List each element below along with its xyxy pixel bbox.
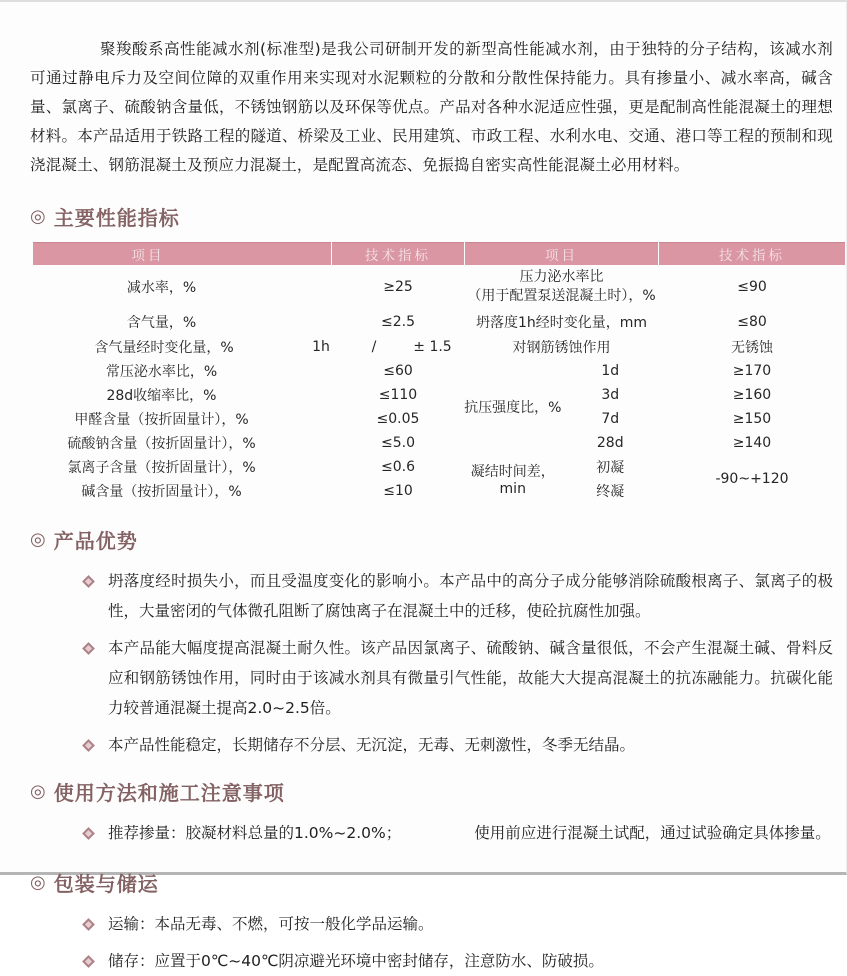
section-marker-icon: ◎ [30,205,47,227]
performance-table [33,242,845,503]
section-marker-icon: ◎ [30,871,47,893]
bullet-text: 运输：本品无毒、不燃，可按一般化学品运输。 [108,915,434,933]
table-header-row [33,242,845,265]
th-item-right: 项目 [465,242,658,265]
cell-value: ≥150 [732,411,772,427]
list-item [84,946,833,976]
cell-item: 甲醛含量（按折固量计），% [74,412,249,428]
section-heading-advantages [30,525,846,554]
cell-age: 1d [601,363,620,379]
list-item [84,566,833,626]
cell-item: 氯离子含量（按折固量计），% [67,460,256,476]
bullet-text: 储存：应置于0℃~40℃阴凉避光环境中密封储存，注意防水、防破损。 [108,952,604,970]
cell-value: ≤80 [737,314,767,330]
table-row [33,479,464,503]
list-item [84,730,833,760]
cell-value: ≤0.6 [381,459,415,475]
cell-value: ≤110 [378,387,418,403]
cell-item-line1: 压力泌水率比 [519,269,604,285]
cell-item: 常压泌水率比，% [105,364,218,380]
list-item [84,633,833,723]
diamond-bullet-icon [82,827,95,840]
cell-item: 硫酸钠含量（按折固量计），% [67,436,256,452]
section-title-usage: 使用方法和施工注意事项 [53,781,285,805]
list-item [84,818,833,848]
table-row [33,309,464,335]
cell-setting-initial: 初凝 [596,460,625,476]
cell-setting-final: 终凝 [596,484,625,500]
cell-item: 含气量，% [126,315,197,331]
cell-value: ≥160 [732,387,772,403]
table-left [33,265,464,503]
cell-item: 28d收缩率比，% [106,388,217,404]
cell-value: 无锈蚀 [731,340,773,356]
cell-value: ≥140 [732,435,772,451]
table-row [464,309,845,335]
dosage-note: 使用前应进行混凝土试配，通过试验确定具体掺量。 [474,824,831,842]
table-body [33,265,845,503]
diamond-bullet-icon [82,955,95,968]
cell-value: ≥170 [732,363,772,379]
section-marker-icon: ◎ [30,528,47,550]
table-row [33,335,464,359]
table-row [464,359,845,383]
cell-age: 28d [596,435,624,451]
cell-value: -90~+120 [715,471,789,487]
cell-value: ≤0.05 [376,411,420,427]
usage-list [0,818,846,848]
cell-sub-slash: / [371,339,377,355]
table-row [33,265,464,309]
bullet-text [108,818,831,848]
cell-sub-time: 1h [312,339,330,355]
cell-value: ± 1.5 [413,339,452,355]
intro-paragraph: 聚羧酸系高性能减水剂(标准型)是我公司研制开发的新型高性能减水剂，由于独特的分子结构，该减水剂可通过静电斥力及空间位障的双重作用来实现对水泥颗粒的分散和分散性保持能力。具有掺量小、减水率高，碱含量、氯离子、硫酸钠含量低，不锈蚀钢筋以及环保等优点。产品对各种水泥适应性强，更是配制高性能混凝土的理想材料。本产品适用于铁路工程的隧道、桥梁及工业、民用建筑、市政工程、水利水电、交通、港口等工程的预制和现浇混凝土、钢筋混凝土及预应力混凝土，是配置高流态、免振捣自密实高性能混凝土必用材料。 [30,40,833,174]
table-row [464,455,845,479]
cell-item [464,265,659,309]
cell-group-label: 抗压强度比，% [464,400,562,416]
section-title-performance: 主要性能指标 [53,206,180,230]
section-title-packaging: 包装与储运 [53,872,159,896]
th-indicator-right: 技术指标 [659,242,845,265]
advantages-list [0,566,846,760]
th-item-left: 项目 [33,242,331,265]
cell-value: ≤2.5 [381,314,415,330]
cell-item: 对钢筋锈蚀作用 [512,340,611,356]
dosage-text: 推荐掺量：胶凝材料总量的1.0%~2.0%； [108,824,402,842]
table-row [464,265,845,309]
table-row [33,383,464,407]
section-title-advantages: 产品优势 [53,529,138,553]
bullet-text: 本产品能大幅度提高混凝土耐久性。该产品因氯离子、硫酸钠、碱含量很低，不会产生混凝土碱、骨料反应和钢筋锈蚀作用，同时由于该减水剂具有微量引气性能，故能大大提高混凝土的抗冻融能力。抗碳化能力较普通混凝土提高2.0~2.5倍。 [108,639,833,717]
cell-item-line2: （用于配置泵送混凝土时），% [467,288,656,304]
section-heading-performance [30,202,846,231]
cell-item: 含气量经时变化量，% [94,340,234,356]
list-item [84,909,833,939]
bullet-text: 本产品性能稳定，长期储存不分层、无沉淀，无毒、无刺激性，冬季无结晶。 [108,736,636,754]
cell-item: 减水率，% [126,280,197,296]
cell-value: ≤90 [737,279,767,295]
table-right [464,265,845,503]
diamond-bullet-icon [82,642,95,655]
cell-item: 坍落度1h经时变化量，mm [475,315,648,331]
cell-value: ≤60 [383,363,413,379]
cell-value: ≤5.0 [381,435,415,451]
diamond-bullet-icon [82,575,95,588]
table-row [33,359,464,383]
cell-compound [33,335,464,359]
th-indicator-left: 技术指标 [332,242,464,265]
cell-group-label: 凝结时间差，min [470,464,555,497]
cell-value: ≥25 [383,279,413,295]
cell-item: 碱含量（按折固量计），% [81,484,242,500]
table-row [33,455,464,479]
cell-value: ≤10 [383,483,413,499]
section-heading-usage [30,777,846,806]
bullet-text: 坍落度经时损失小，而且受温度变化的影响小。本产品中的高分子成分能够消除硫酸根离子、氯离子的极性，大量密闭的气体微孔阻断了腐蚀离子在混凝土中的迁移，使砼抗腐性加强。 [108,572,833,620]
section-marker-icon: ◎ [30,780,47,802]
table-row [33,407,464,431]
packaging-list [0,909,846,976]
table-row [33,431,464,455]
cell-age: 3d [601,387,620,403]
diamond-bullet-icon [82,739,95,752]
table-row [464,335,845,359]
cell-age: 7d [601,411,620,427]
diamond-bullet-icon [82,918,95,931]
section-heading-packaging [30,868,846,897]
